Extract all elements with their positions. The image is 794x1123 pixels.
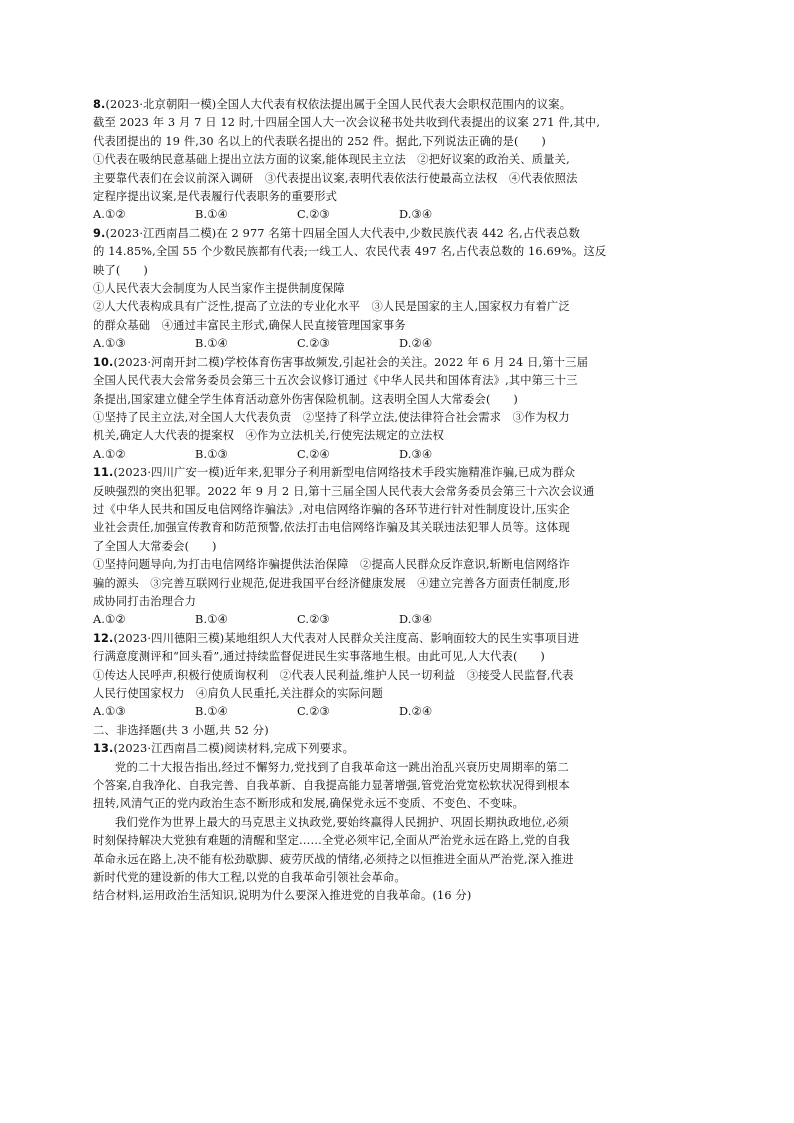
question-number: 8. bbox=[93, 98, 106, 111]
question-number: 12. bbox=[93, 631, 114, 645]
answer-options bbox=[93, 611, 705, 629]
question-9 bbox=[93, 225, 705, 354]
question-intro: (2023·江西南昌二模)阅读材料,完成下列要求。 bbox=[113, 742, 355, 756]
question-line: 过《中华人民共和国反电信网络诈骗法》,对电信网络诈骗的各环节进行针对性制度设计,压实企 bbox=[93, 502, 570, 516]
option-c[interactable]: C.②③ bbox=[297, 337, 330, 351]
material-line: 我们党作为世界上最大的马克思主义执政党,要始终赢得人民拥护、巩固长期执政地位,必须 bbox=[115, 815, 569, 829]
option-b[interactable]: B.①④ bbox=[195, 208, 228, 222]
question-line: 条提出,国家建立健全学生体育活动意外伤害保险机制。这表明全国人大常委会( ) bbox=[93, 392, 518, 406]
question-number: 9. bbox=[93, 226, 106, 240]
question-line: 成协同打击治理合力 bbox=[93, 594, 197, 608]
section-title: 二、非选择题(共 3 小题,共 52 分) bbox=[93, 723, 269, 737]
option-a[interactable]: A.①③ bbox=[93, 705, 126, 719]
question-line: 定程序提出议案,是代表履行代表职务的重要形式 bbox=[93, 190, 338, 204]
option-d[interactable]: D.②④ bbox=[399, 705, 433, 719]
option-b[interactable]: B.①④ bbox=[195, 337, 228, 351]
question-line: 的群众基础 ④通过丰富民主形式,确保人民直接管理国家事务 bbox=[93, 318, 406, 332]
question-prompt: 结合材料,运用政治生活知识,说明为什么要深入推进党的自我革命。(16 分) bbox=[93, 889, 472, 903]
answer-options bbox=[93, 335, 705, 353]
material-line: 个答案,自我净化、自我完善、自我革新、自我提高能力显著增强,管党治党宽松软状况得到根本 bbox=[93, 779, 570, 793]
question-8 bbox=[93, 96, 705, 225]
material-line: 扭转,风清气正的党内政治生态不断形成和发展,确保党永远不变质、不变色、不变味。 bbox=[93, 797, 525, 811]
question-line: 代表团提出的 19 件,30 名以上的代表联名提出的 252 件。据此,下列说法正确的是( ) bbox=[93, 134, 546, 148]
option-c[interactable]: C.②④ bbox=[297, 447, 330, 461]
material-line: 革命永远在路上,决不能有松劲歇脚、疲劳厌战的情绪,必须持之以恒推进全面从严治党,深入推进 bbox=[93, 852, 574, 866]
question-line: 行满意度测评和“回头看”,通过持续监督促进民生实事落地生根。由此可见,人大代表( ) bbox=[93, 650, 545, 664]
question-line: 主要靠代表们在会议前深入调研 ③代表提出议案,表明代表依法行使最高立法权 ④代表依照法 bbox=[93, 171, 578, 185]
answer-options bbox=[93, 446, 705, 464]
question-13 bbox=[93, 740, 705, 906]
question-line: (2023·北京朝阳一模)全国人大代表有权依法提出属于全国人民代表大会职权范围内的议案。 bbox=[105, 98, 572, 111]
question-line: (2023·河南开封二模)学校体育伤害事故频发,引起社会的关注。2022 年 6 月 24 日,第十三届 bbox=[113, 355, 589, 369]
question-line: ①人民代表大会制度为人民当家作主提供制度保障 bbox=[93, 282, 345, 296]
option-a[interactable]: A.①③ bbox=[93, 337, 126, 351]
option-b[interactable]: B.①④ bbox=[195, 613, 228, 627]
option-a[interactable]: A.①② bbox=[93, 208, 126, 222]
option-c[interactable]: C.②③ bbox=[297, 208, 330, 222]
material-line: 党的二十大报告指出,经过不懈努力,党找到了自我革命这一跳出治乱兴衰历史周期率的第二 bbox=[115, 760, 569, 774]
option-b[interactable]: B.①③ bbox=[195, 447, 228, 461]
question-line: 截至 2023 年 3 月 7 日 12 时,十四届全国人大一次会议秘书处共收到代表提出的议案 271 件,其中, bbox=[93, 116, 601, 130]
question-line: (2023·四川德阳三模)某地组织人大代表对人民群众关注度高、影响面较大的民生实事项目进 bbox=[113, 631, 580, 645]
answer-options bbox=[93, 206, 705, 224]
question-line: 人民行使国家权力 ④肩负人民重托,关注群众的实际问题 bbox=[93, 687, 383, 700]
question-line: (2023·四川广安一模)近年来,犯罪分子利用新型电信网络技术手段实施精准诈骗,已成为群众 bbox=[113, 466, 576, 480]
question-line: ②人大代表构成具有广泛性,提高了立法的专业化水平 ③人民是国家的主人,国家权力有着广泛 bbox=[93, 300, 570, 314]
question-line: 了全国人大常委会( ) bbox=[93, 539, 217, 553]
option-b[interactable]: B.①④ bbox=[195, 705, 228, 719]
question-12 bbox=[93, 630, 705, 722]
option-a[interactable]: A.①② bbox=[93, 447, 126, 461]
option-d[interactable]: D.③④ bbox=[399, 447, 433, 461]
option-c[interactable]: C.②③ bbox=[297, 705, 330, 719]
question-line: 的 14.85%,全国 55 个少数民族都有代表;一线工人、农民代表 497 名,占代表总数的 16.69%。这反 bbox=[93, 245, 607, 259]
question-number: 13. bbox=[93, 742, 114, 756]
question-line: ①坚持了民主立法,对全国人大代表负责 ②坚持了科学立法,使法律符合社会需求 ③作为权力 bbox=[93, 410, 570, 424]
question-10 bbox=[93, 354, 705, 464]
option-a[interactable]: A.①② bbox=[93, 613, 126, 627]
question-line: 反映强烈的突出犯罪。2022 年 9 月 2 日,第十三届全国人民代表大会常务委员会第三十六次会议通 bbox=[93, 484, 595, 498]
question-line: 全国人民代表大会常务委员会第三十五次会议修订通过《中华人民共和国体育法》,其中第三十三 bbox=[93, 374, 578, 388]
question-line: ①坚持问题导向,为打击电信网络诈骗提供法治保障 ②提高人民群众反诈意识,斩断电信网络诈 bbox=[93, 558, 570, 572]
exam-page bbox=[93, 96, 705, 906]
question-line: ①传达人民呼声,积极行使质询权利 ②代表人民利益,维护人民一切利益 ③接受人民监督,代表 bbox=[93, 668, 574, 682]
option-d[interactable]: D.③④ bbox=[399, 613, 433, 627]
question-line: 骗的源头 ③完善互联网行业规范,促进我国平台经济健康发展 ④建立完善各方面责任制度,形 bbox=[93, 576, 570, 590]
material-line: 新时代党的建设新的伟大工程,以党的自我革命引领社会革命。 bbox=[93, 871, 406, 885]
question-11 bbox=[93, 464, 705, 630]
question-line: ①代表在吸纳民意基础上提出立法方面的议案,能体现民主立法 ②把好议案的政治关、质量关, bbox=[93, 153, 570, 167]
question-number: 10. bbox=[93, 355, 114, 369]
option-c[interactable]: C.②③ bbox=[297, 613, 330, 627]
question-line: 机关,确定人大代表的提案权 ④作为立法机关,行使宪法规定的立法权 bbox=[93, 429, 444, 443]
question-line: (2023·江西南昌二模)在 2 977 名第十四届全国人大代表中,少数民族代表 442 名,占代表总数 bbox=[105, 226, 581, 240]
question-line: 映了( ) bbox=[93, 263, 148, 277]
material-line: 时刻保持解决大党独有难题的清醒和坚定……全党必须牢记,全面从严治党永远在路上,党的自我 bbox=[93, 834, 570, 848]
question-line: 业社会责任,加强宣传教育和防范预警,依法打击电信网络诈骗及其关联违法犯罪人员等。这体现 bbox=[93, 521, 570, 535]
option-d[interactable]: D.③④ bbox=[399, 208, 433, 222]
option-d[interactable]: D.②④ bbox=[399, 337, 433, 351]
question-number: 11. bbox=[93, 466, 114, 480]
answer-options bbox=[93, 703, 705, 721]
